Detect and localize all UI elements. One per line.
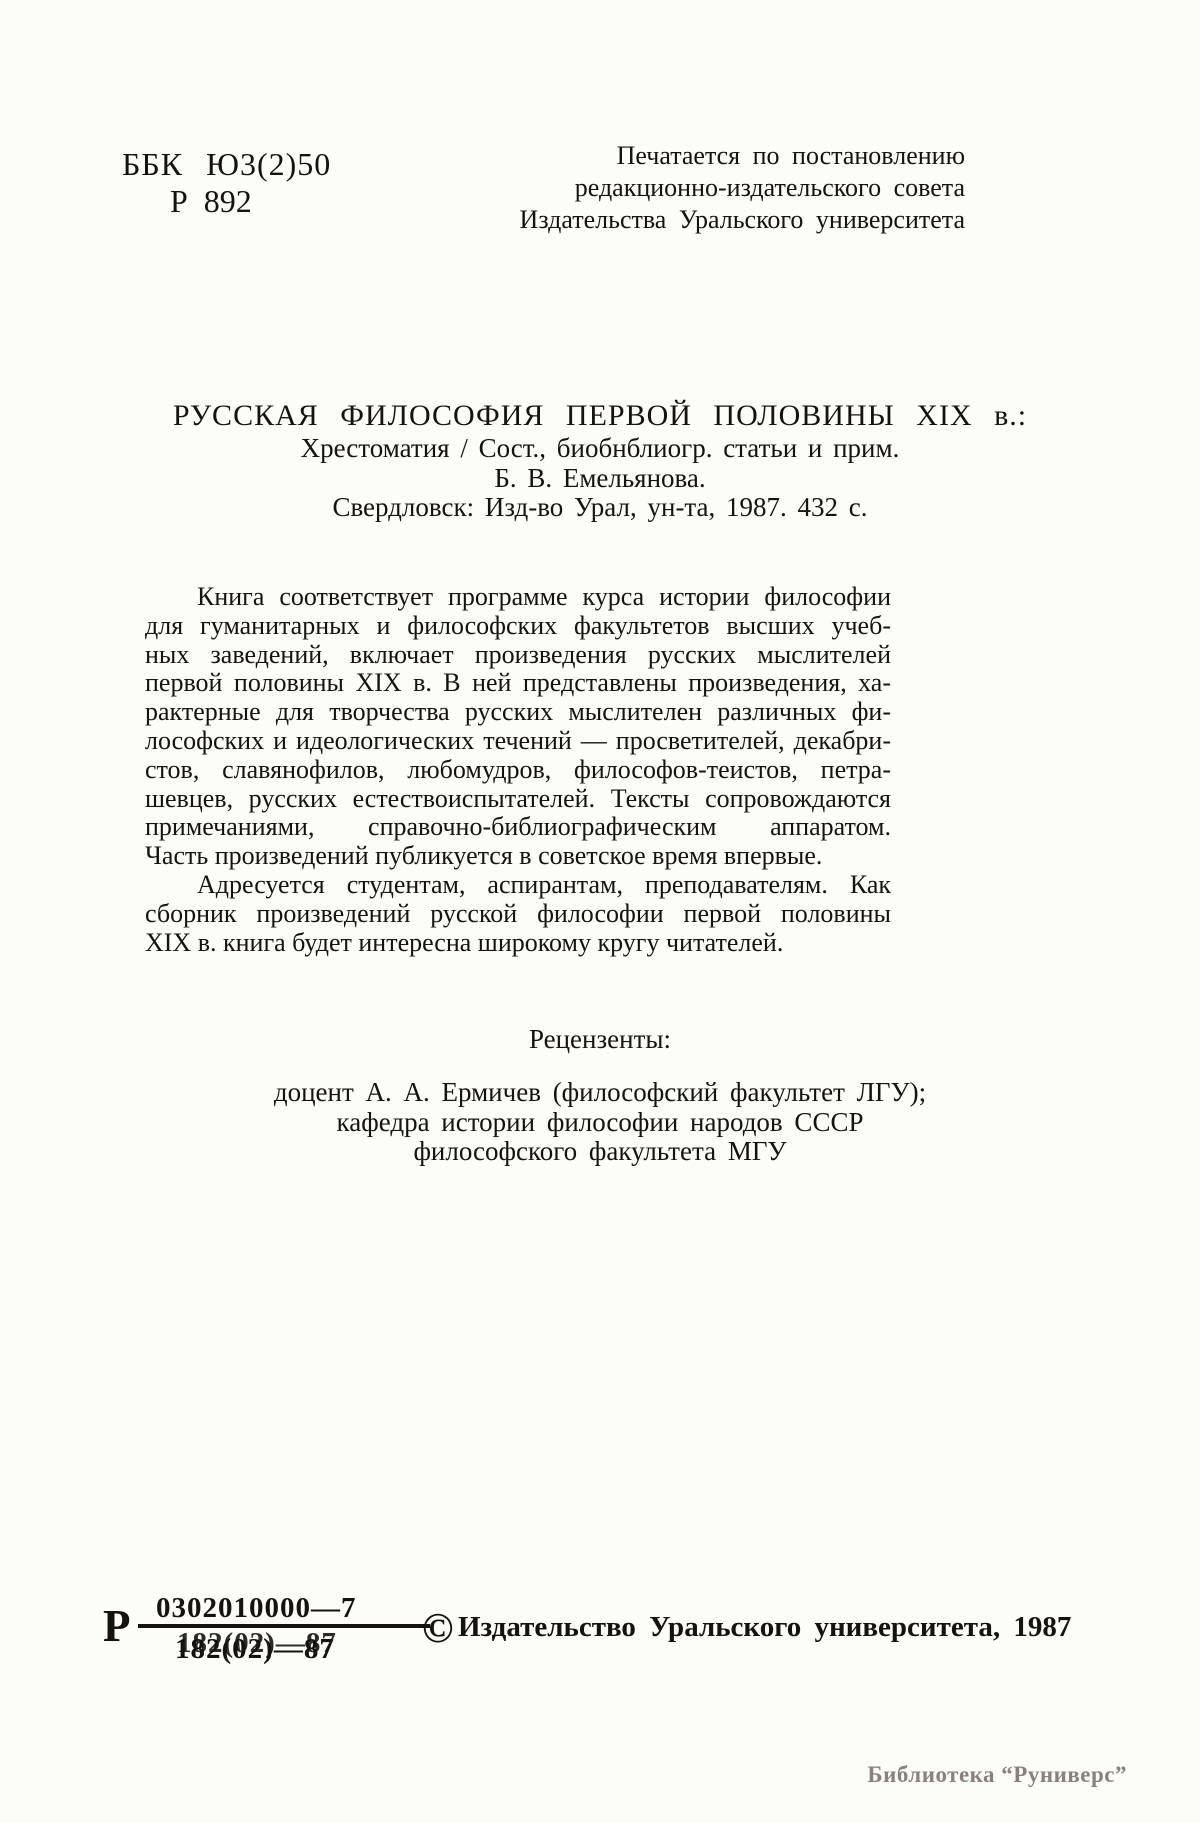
annotation-line: для гуманитарных и философских факультетов высших учеб- — [145, 610, 891, 640]
annotation-line: шевцев, русских естествоиспытателей. Тексты сопровождаются — [145, 783, 891, 813]
annotation-line: Часть произведений публикуется в советское время впервые. — [145, 841, 823, 871]
annotation-line: ных заведений, включает произведения русских мыслителей — [145, 639, 891, 669]
bibliographic-description — [100, 398, 1100, 523]
imprint-note-line: Издательства Уральского университета — [519, 205, 965, 234]
publication-info: Свердловск: Изд-во Урал, ун-та, 1987. 432 с. — [332, 492, 868, 522]
annotation-line: Книга соответствует программе курса истории философии — [197, 582, 891, 611]
copyright-icon: © — [422, 1606, 454, 1652]
series-letter: Р — [103, 1601, 131, 1651]
bbk-index: ББК Ю3(2)50 — [122, 146, 332, 182]
annotation-line: первой половины XIX в. В ней представлены произведения, ха- — [145, 668, 891, 698]
compiler-name: Б. В. Емельянова. — [494, 462, 706, 493]
annotation-line: рактерные для творчества русских мыслителен различных фи- — [145, 697, 891, 727]
reviewer-line: философского факультета МГУ — [413, 1136, 787, 1166]
printing-resolution-note — [520, 140, 965, 236]
annotation-line: сборник произведений русской философии первой половины — [145, 898, 891, 928]
catalog-number-numerator: 0302010000—7 — [156, 1592, 357, 1624]
bbk-classification — [122, 146, 331, 220]
reviewers-heading: Рецензенты: — [528, 1024, 672, 1054]
fraction-rule — [138, 1624, 430, 1628]
reviewers-list — [0, 1078, 1200, 1167]
library-watermark: Библиотека “Руниверс” — [867, 1762, 1127, 1787]
book-title: РУССКАЯ ФИЛОСОФИЯ ПЕРВОЙ ПОЛОВИНЫ XIX в.: — [172, 399, 1028, 432]
annotation-line: лософских и идеологических течений — просветителей, декабри- — [145, 725, 891, 755]
catalog-number-denominator: 182(02)—87 — [175, 1633, 335, 1665]
annotation-line: примечаниями, справочно-библиографическим аппаратом. — [145, 812, 891, 842]
imprint-note-line: редакционно-издательского совета — [574, 173, 965, 202]
reviewer-line: кафедра истории философии народов СССР — [336, 1106, 864, 1137]
imprint-note-line: Печатается по постановлению — [616, 141, 965, 170]
copyright-statement: Издательство Уральского университета, 1987 — [458, 1611, 1072, 1643]
author-sign: Р 892 — [170, 183, 252, 219]
annotation-text — [145, 583, 891, 957]
annotation-line: стов, славянофилов, любомудров, философов-теистов, петра- — [145, 754, 891, 784]
annotation-line: XIX в. книга будет интересна широкому кругу читателей. — [145, 927, 784, 957]
reviewer-line: доцент А. А. Ермичев (философский факультет ЛГУ); — [273, 1077, 927, 1107]
annotation-line: Адресуется студентам, аспирантам, преподавателям. Как — [197, 869, 891, 899]
bibliographic-line: Хрестоматия / Сост., биобнблиогр. статьи и прим. — [300, 433, 900, 463]
